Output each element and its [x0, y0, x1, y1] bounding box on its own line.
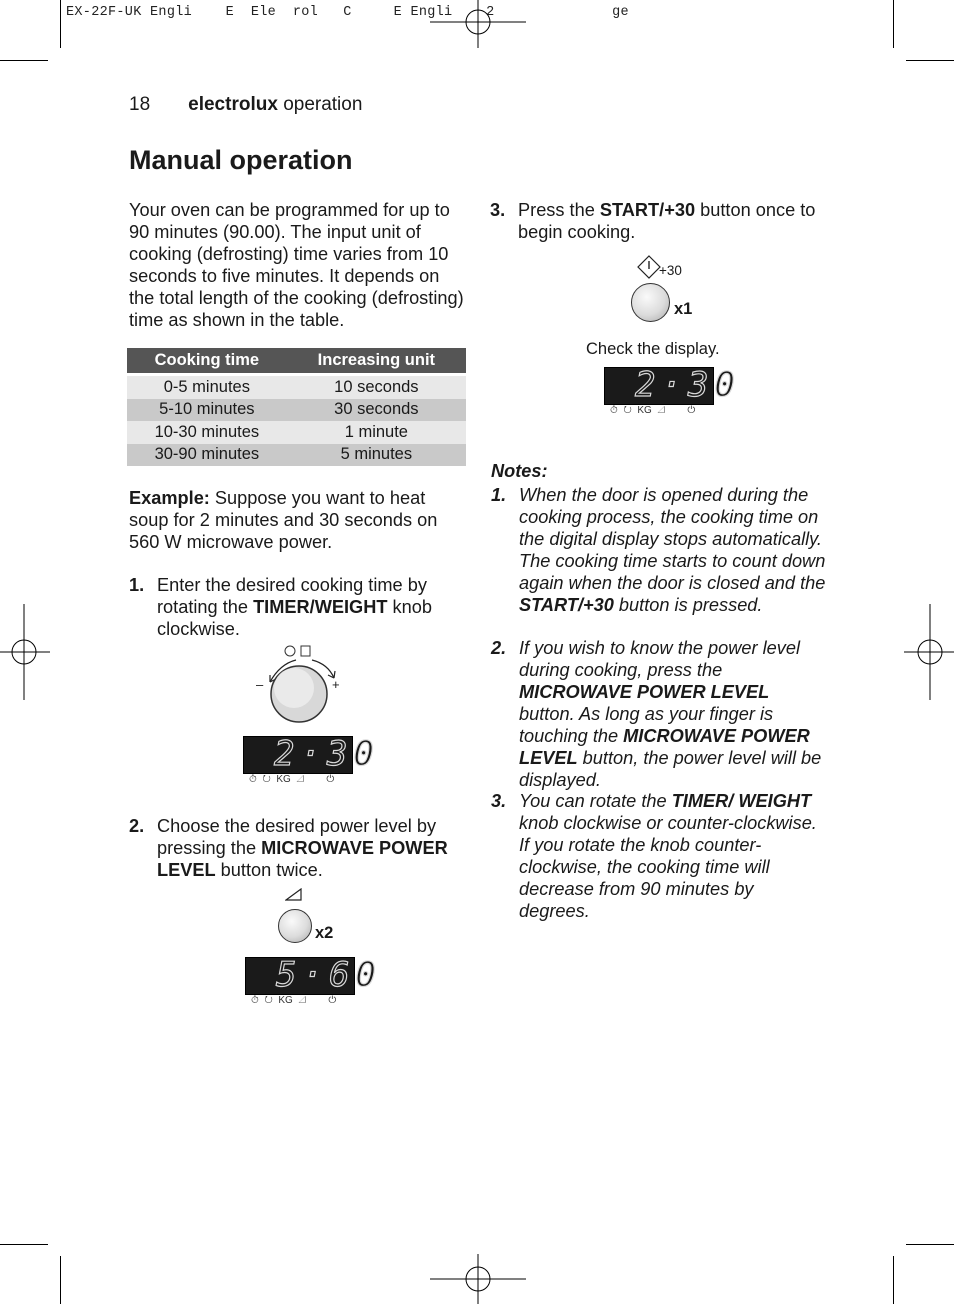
step-text-bold: START/+30 — [599, 200, 696, 220]
step-text-post: knob clockwise. — [157, 597, 432, 639]
lcd-display — [604, 365, 741, 405]
table-cell: 0-5 minutes — [127, 376, 287, 399]
press-count-label: x2 — [315, 924, 334, 942]
lcd-display — [245, 955, 382, 995]
table-row — [127, 376, 466, 399]
note-text — [519, 790, 829, 922]
knob-plus-sign: + — [332, 677, 340, 692]
section-name: operation — [283, 94, 363, 115]
display-icon-row: ⏱ ↻ KG ◿ ⏻ — [251, 995, 337, 1006]
display-icon-row: ⏱ ↻ KG ◿ ⏻ — [249, 774, 335, 785]
note-number: 1. — [491, 485, 507, 505]
note-number: 3. — [491, 791, 507, 811]
example-paragraph — [129, 487, 469, 553]
table-cell: 5 minutes — [287, 444, 466, 467]
check-display-caption: Check the display. — [586, 340, 720, 358]
note-text-part: button. As long as your finger is touching the — [519, 704, 774, 746]
start-plus30-label: +30 — [659, 263, 682, 278]
weight-icon — [301, 646, 310, 656]
display-readout: 5·60 — [276, 955, 382, 995]
table-cell: 5-10 minutes — [127, 399, 287, 422]
brand-name: electrolux — [188, 94, 278, 115]
table-row — [127, 444, 466, 467]
note-text-part: When the door is opened during the cooking process, the cooking time on the digital display stops automatically. The cooking time starts to count down again when the door is closed and the — [519, 485, 826, 593]
running-header — [129, 94, 362, 116]
step-text-post: button twice. — [215, 860, 323, 880]
crop-mark — [60, 1256, 61, 1304]
step-number: 3. — [490, 200, 506, 220]
table-header-row — [127, 348, 466, 373]
step-text-pre: Press the — [518, 200, 600, 220]
step-text-post: button once to begin cooking. — [518, 200, 816, 242]
registration-mark-left — [0, 604, 50, 700]
intro-paragraph: Your oven can be programmed for up to 90 minutes (90.00). The input unit of cooking (defrosting) time varies from 10 seconds to five minutes. It depends on the total length of the cooking (defrosting) time as shown in the table. — [129, 200, 464, 330]
step-text-bold: TIMER/WEIGHT — [253, 597, 388, 617]
step-number: 2. — [129, 816, 145, 836]
registration-mark-bottom — [430, 1254, 526, 1304]
notes-heading: Notes: — [491, 461, 548, 481]
table-cell: 10 seconds — [287, 376, 466, 399]
step-text-pre: Choose the desired power level by pressing the — [157, 816, 437, 858]
crop-mark — [0, 1244, 48, 1245]
note-text — [519, 637, 829, 791]
crop-mark — [60, 0, 61, 48]
table-row — [127, 399, 466, 422]
note-text — [519, 484, 829, 616]
table-header-cell: Increasing unit — [287, 348, 466, 373]
step-text-pre: Enter the desired cooking time by rotating the — [157, 575, 427, 617]
note-text-bold: MICROWAVE POWER LEVEL — [519, 726, 810, 768]
step-number: 1. — [129, 575, 145, 595]
crop-mark — [893, 0, 894, 48]
table-cell: 10-30 minutes — [127, 421, 287, 444]
start-button — [631, 283, 670, 322]
start-icon — [637, 255, 661, 279]
lcd-display — [243, 734, 380, 774]
table-cell: 30 seconds — [287, 399, 466, 422]
print-slug: EX-22F-UK Engli E Ele rol C E Engli 2 ge — [66, 5, 629, 20]
step-text — [157, 815, 467, 881]
note-text-part: You can rotate the — [519, 791, 672, 811]
note-number: 2. — [491, 638, 507, 658]
note-text-part: button, the power level will be displayed. — [519, 748, 822, 790]
microwave-power-level-button — [278, 909, 312, 943]
table-header-cell: Cooking time — [127, 348, 287, 373]
table-cell: 30-90 minutes — [127, 444, 287, 467]
crop-mark — [0, 60, 48, 61]
page-number: 18 — [129, 94, 151, 115]
step-text-bold: MICROWAVE POWER LEVEL — [157, 838, 448, 880]
note-text-part: button is pressed. — [613, 595, 763, 615]
note-text-bold: START/+30 — [519, 595, 614, 615]
display-readout: 2·30 — [635, 365, 741, 405]
example-label: Example: — [129, 488, 210, 508]
table-row — [127, 421, 466, 444]
knob-minus-sign: – — [256, 677, 264, 692]
display-icon-row: ⏱ ↻ KG ◿ ⏻ — [610, 405, 696, 416]
note-text-bold: MICROWAVE POWER LEVEL — [519, 682, 770, 702]
press-count-label: x1 — [674, 300, 693, 318]
page-title: Manual operation — [129, 145, 353, 175]
power-level-icon — [285, 888, 303, 902]
note-text-bold: TIMER/ WEIGHT — [671, 791, 812, 811]
display-readout: 2·30 — [274, 734, 380, 774]
note-text-part: If you wish to know the power level during cooking, press the — [519, 638, 801, 680]
table-cell: 1 minute — [287, 421, 466, 444]
example-text: Suppose you want to heat soup for 2 minutes and 30 seconds on 560 W microwave power. — [129, 488, 438, 552]
cooking-time-table — [127, 348, 466, 466]
step-text — [157, 574, 469, 640]
crop-mark — [906, 1244, 954, 1245]
crop-mark — [906, 60, 954, 61]
crop-mark — [893, 1256, 894, 1304]
step-text — [518, 199, 828, 243]
clock-icon — [285, 646, 295, 656]
note-text-part: knob clockwise or counter-clockwise. If you rotate the knob counter-clockwise, the cooking time will decrease from 90 minutes by degrees. — [519, 813, 817, 921]
registration-mark-right — [904, 604, 954, 700]
registration-mark-top — [430, 0, 526, 50]
